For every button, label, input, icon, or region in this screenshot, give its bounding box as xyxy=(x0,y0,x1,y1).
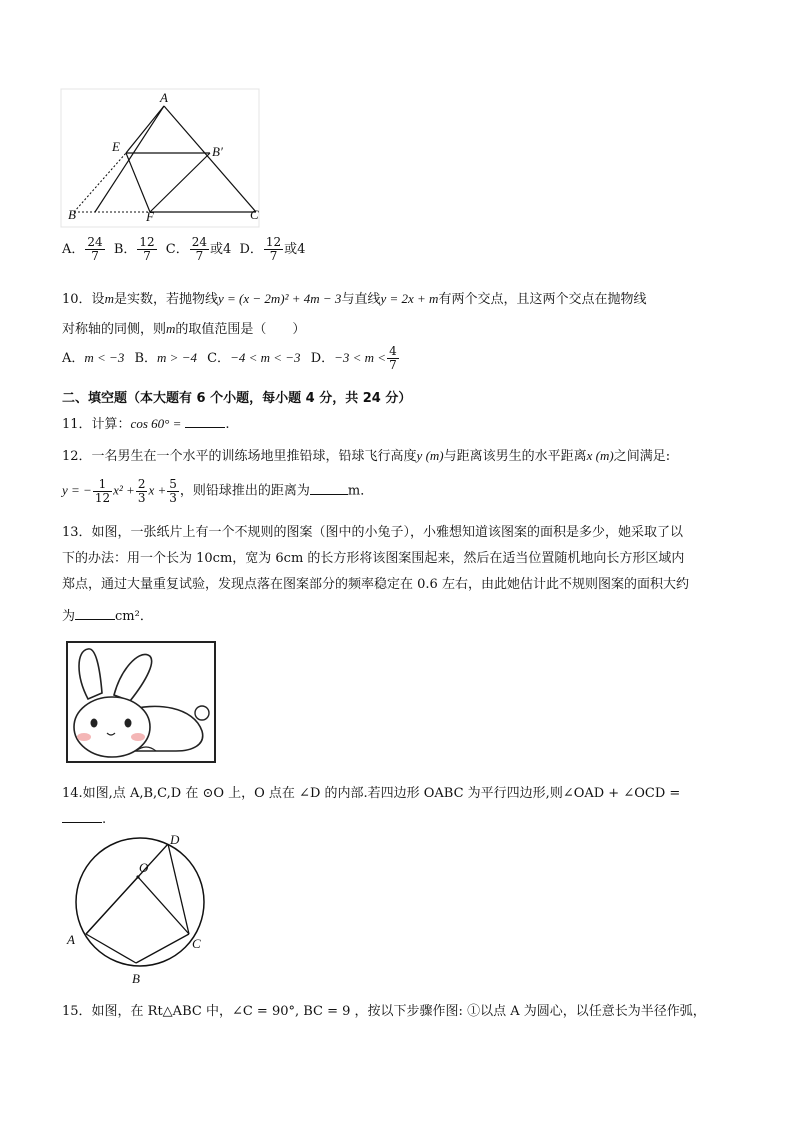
q10-line2: 对称轴的同侧，则m的取值范围是（ ） xyxy=(62,321,306,337)
q10-option-d[interactable]: D．−3 < m < $\frac{4}{7}$ xyxy=(310,344,397,372)
q13-answer-blank[interactable] xyxy=(75,618,115,620)
fig14-label-c: C xyxy=(192,936,201,951)
figure-triangle-fold xyxy=(60,88,260,228)
fig9-label-a: A xyxy=(160,90,168,105)
section-title-fill-in: 二、填空题（本大题有 6 个小题，每小题 4 分，共 24 分） xyxy=(62,391,412,406)
fig14-label-o: O xyxy=(139,860,149,875)
q10-option-a[interactable]: A．m < −3 xyxy=(62,349,125,366)
fig9-label-f: F xyxy=(146,209,154,224)
q12-answer-blank[interactable] xyxy=(310,493,348,495)
q11-answer-blank[interactable] xyxy=(185,426,225,428)
figure-rabbit xyxy=(66,641,216,763)
fig14-label-a: A xyxy=(67,932,75,947)
fig9-label-e: E xyxy=(112,139,120,154)
fig14-label-b: B xyxy=(132,971,140,986)
fig9-label-bprime: B′ xyxy=(212,144,223,159)
q10-option-c[interactable]: C．−4 < m < −3 xyxy=(207,349,301,366)
q10-line1: 10．设m是实数，若抛物线y = (x − 2m)² + 4m − 3与直线y = 2x + m有两个交点，且这两个交点在抛物线 xyxy=(62,291,647,307)
q9-option-b[interactable]: B． $\frac{12}{7}$ xyxy=(113,235,155,263)
q15-line1: 15．如图，在 Rt△ABC 中，∠C = 90°, BC = 9 ，按以下步骤作图: ①以点 A 为圆心，以任意长为半径作弧， xyxy=(62,1004,706,1019)
q9-option-a[interactable]: A． $\frac{24}{7}$ xyxy=(62,235,103,263)
q13-line2: 下的办法：用一个长为 10cm，宽为 6cm 的长方形将该图案围起来，然后在适当位置随机地向长方形区域内 xyxy=(62,551,685,566)
q14-line1: 14.如图,点 A,B,C,D 在 ⊙O 上，O 点在 ∠D 的内部.若四边形 OABC 为平行四边形,则∠OAD + ∠OCD = xyxy=(62,786,681,801)
fig9-label-b: B xyxy=(68,207,76,222)
q10-options xyxy=(62,345,400,371)
figure-circle-parallelogram xyxy=(62,830,222,990)
q11: 11．计算：cos 60° = . xyxy=(62,416,230,432)
q9-option-c[interactable]: C． $\frac{24}{7}$ 或4 xyxy=(165,235,232,263)
fig14-label-d: D xyxy=(170,832,180,847)
q13-line3: 郑点，通过大量重复试验，发现点落在图案部分的频率稳定在 0.6 左右，由此她估计此不规则图案的面积大约 xyxy=(62,577,689,592)
q10-option-b[interactable]: B．m > −4 xyxy=(134,349,197,366)
q9-options xyxy=(62,236,305,262)
q14-line2: . xyxy=(62,812,106,827)
q9-option-d[interactable]: D． $\frac{12}{7}$ 或4 xyxy=(239,235,306,263)
q12-line1: 12．一名男生在一个水平的训练场地里推铅球，铅球飞行高度y (m)与距离该男生的水平距离x (m)之间满足: xyxy=(62,448,671,464)
q13-line4: 为 cm²． xyxy=(62,609,153,624)
q13-line1: 13．如图，一张纸片上有一个不规则的图案（图中的小兔子），小雅想知道该图案的面积是多少，她采取了以 xyxy=(62,525,684,540)
q12-line2: y = − $\frac{1}{12}$ x² + $\frac{2}{3}$ x + $\frac{5}{3}$ ，则铅球推出的距离为 m． xyxy=(62,477,374,505)
q14-answer-blank[interactable] xyxy=(62,821,102,823)
fig9-label-c: C xyxy=(250,207,259,222)
